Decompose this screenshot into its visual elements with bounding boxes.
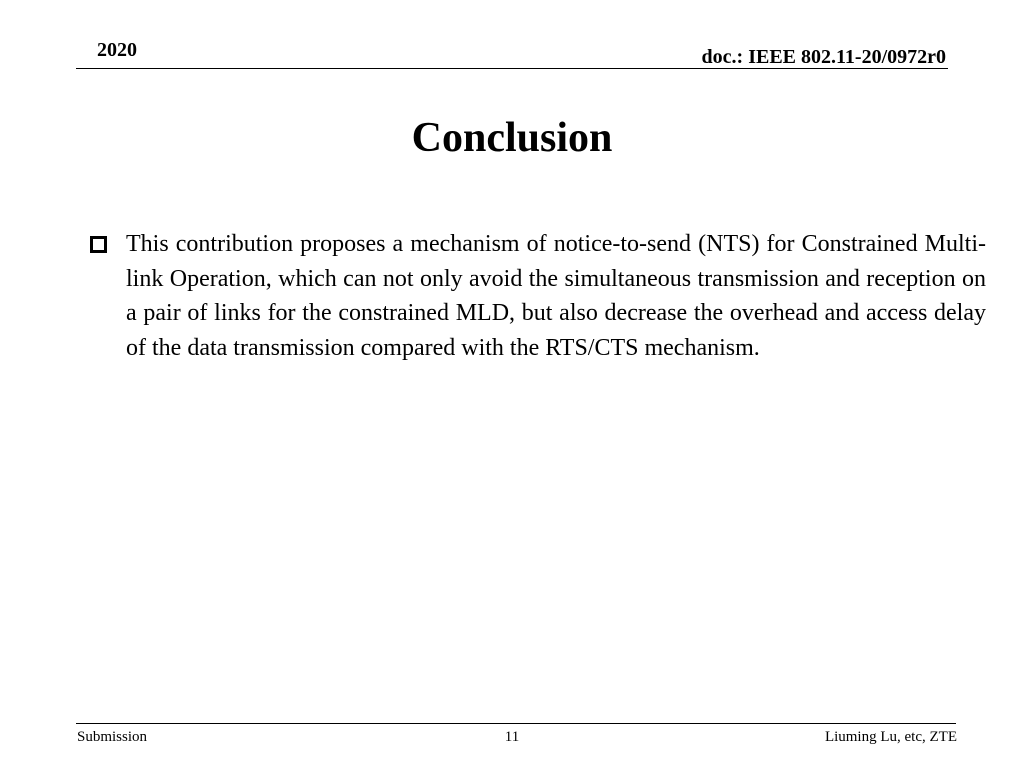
header-divider — [76, 68, 948, 69]
hollow-square-bullet-icon — [90, 236, 107, 253]
bullet-item — [90, 227, 986, 365]
footer-author: Liuming Lu, etc, ZTE — [824, 729, 957, 745]
bullet-text: This contribution proposes a mechanism of notice-to-send (NTS) for Constrained Multi-link Operation, which can not only avoid the simultaneous transmission and reception on a pair of links for the constrained MLD, but also decrease the overhead and access delay of the data transmission compared with the RTS/CTS mechanism. — [126, 231, 986, 361]
footer-submission: Submission — [77, 729, 148, 745]
slide-title: Conclusion — [411, 115, 613, 161]
document-id: doc.: IEEE 802.11-20/0972r0 — [701, 46, 946, 68]
footer-divider — [76, 723, 956, 724]
page-number: 11 — [504, 729, 520, 745]
header-year: 2020 — [97, 39, 137, 61]
bullet-list — [90, 227, 986, 365]
